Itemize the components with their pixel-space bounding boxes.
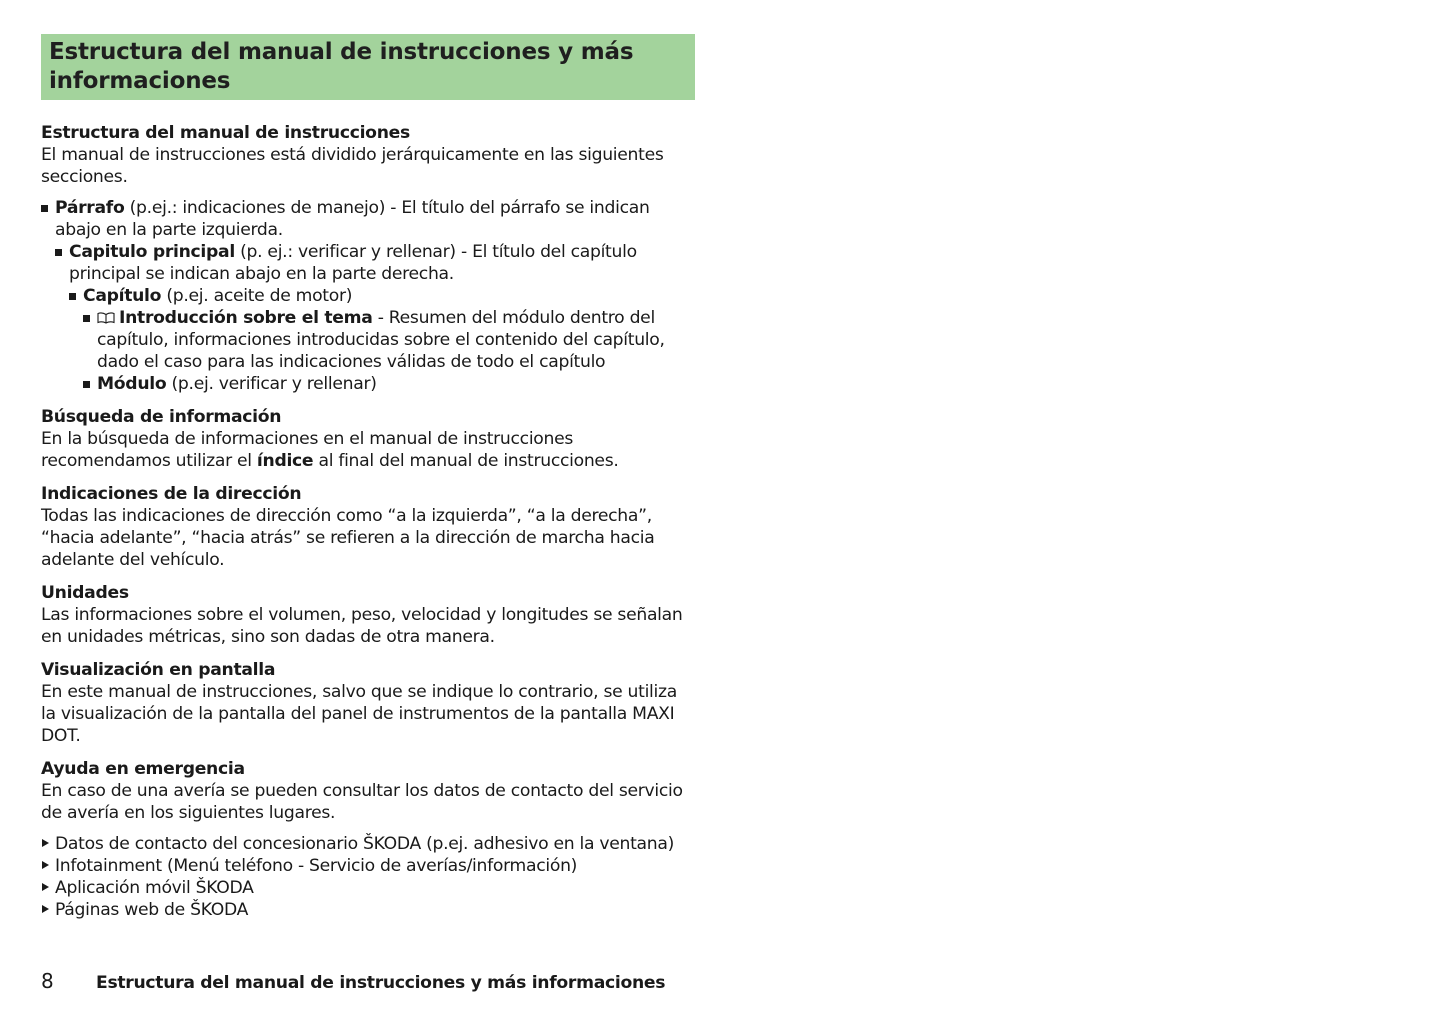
list-item: Datos de contacto del concesionario ŠKODA (p.ej. adhesivo en la ventana) — [55, 833, 695, 855]
section-text: Todas las indicaciones de dirección como “a la izquierda”, “a la derecha”, “hacia adelante”, “hacia atrás” se refieren a la dirección de marcha hacia adelante del vehículo. — [41, 506, 655, 570]
section-text: En este manual de instrucciones, salvo que se indique lo contrario, se utiliza la visualización de la pantalla del panel de instrumentos de la pantalla MAXI DOT. — [41, 682, 677, 746]
section-heading: Unidades — [41, 583, 129, 603]
list-item: Párrafo (p.ej.: indicaciones de manejo) - El título del párrafo se indican abajo en la parte izquierda. — [55, 197, 695, 241]
section-heading: Ayuda en emergencia — [41, 759, 245, 779]
book-icon — [97, 312, 115, 324]
square-bullet-icon — [55, 249, 62, 256]
list-item: Páginas web de ŠKODA — [55, 899, 695, 921]
page-title: Estructura del manual de instrucciones y más informaciones — [41, 34, 695, 100]
section-direction — [41, 483, 695, 571]
emergency-list — [41, 833, 695, 921]
section-text: Las informaciones sobre el volumen, peso, velocidad y longitudes se señalan en unidades métricas, sino son dadas de otra manera. — [41, 605, 683, 647]
list-item: Capitulo principal (p. ej.: verificar y rellenar) - El título del capítulo principal se indican abajo en la parte derecha. — [69, 241, 695, 285]
square-bullet-icon — [41, 205, 48, 212]
section-heading: Estructura del manual de instrucciones — [41, 123, 410, 143]
square-bullet-icon — [83, 381, 90, 388]
footer-section-title: Estructura del manual de instrucciones y más informaciones — [96, 973, 666, 993]
section-text: En la búsqueda de informaciones en el manual de instrucciones recomendamos utilizar el índice al final del manual de instrucciones. — [41, 429, 619, 471]
triangle-bullet-icon — [42, 883, 49, 891]
square-bullet-icon — [69, 293, 76, 300]
triangle-bullet-icon — [42, 861, 49, 869]
section-structure — [41, 122, 695, 188]
section-units — [41, 582, 695, 648]
section-heading: Búsqueda de información — [41, 407, 282, 427]
section-heading: Indicaciones de la dirección — [41, 484, 302, 504]
section-emergency — [41, 758, 695, 824]
section-text: El manual de instrucciones está dividido jerárquicamente en las siguientes secciones. — [41, 145, 664, 187]
page-number: 8 — [41, 969, 54, 993]
list-item: Infotainment (Menú teléfono - Servicio de averías/información) — [55, 855, 695, 877]
square-bullet-icon — [83, 315, 90, 322]
section-heading: Visualización en pantalla — [41, 660, 276, 680]
triangle-bullet-icon — [42, 905, 49, 913]
page-footer — [41, 969, 665, 995]
list-item: Módulo (p.ej. verificar y rellenar) — [97, 373, 695, 395]
structure-list — [41, 197, 695, 395]
section-display — [41, 659, 695, 747]
list-item: Introducción sobre el tema - Resumen del módulo dentro del capítulo, informaciones introducidas sobre el contenido del capítulo, dado el caso para las indicaciones válidas de todo el capítulo — [97, 307, 695, 373]
list-item: Aplicación móvil ŠKODA — [55, 877, 695, 899]
section-text: En caso de una avería se pueden consultar los datos de contacto del servicio de avería en los siguientes lugares. — [41, 781, 683, 823]
page-content — [41, 34, 695, 921]
triangle-bullet-icon — [42, 839, 49, 847]
list-item: Capítulo (p.ej. aceite de motor) — [83, 285, 695, 307]
section-search — [41, 406, 695, 472]
